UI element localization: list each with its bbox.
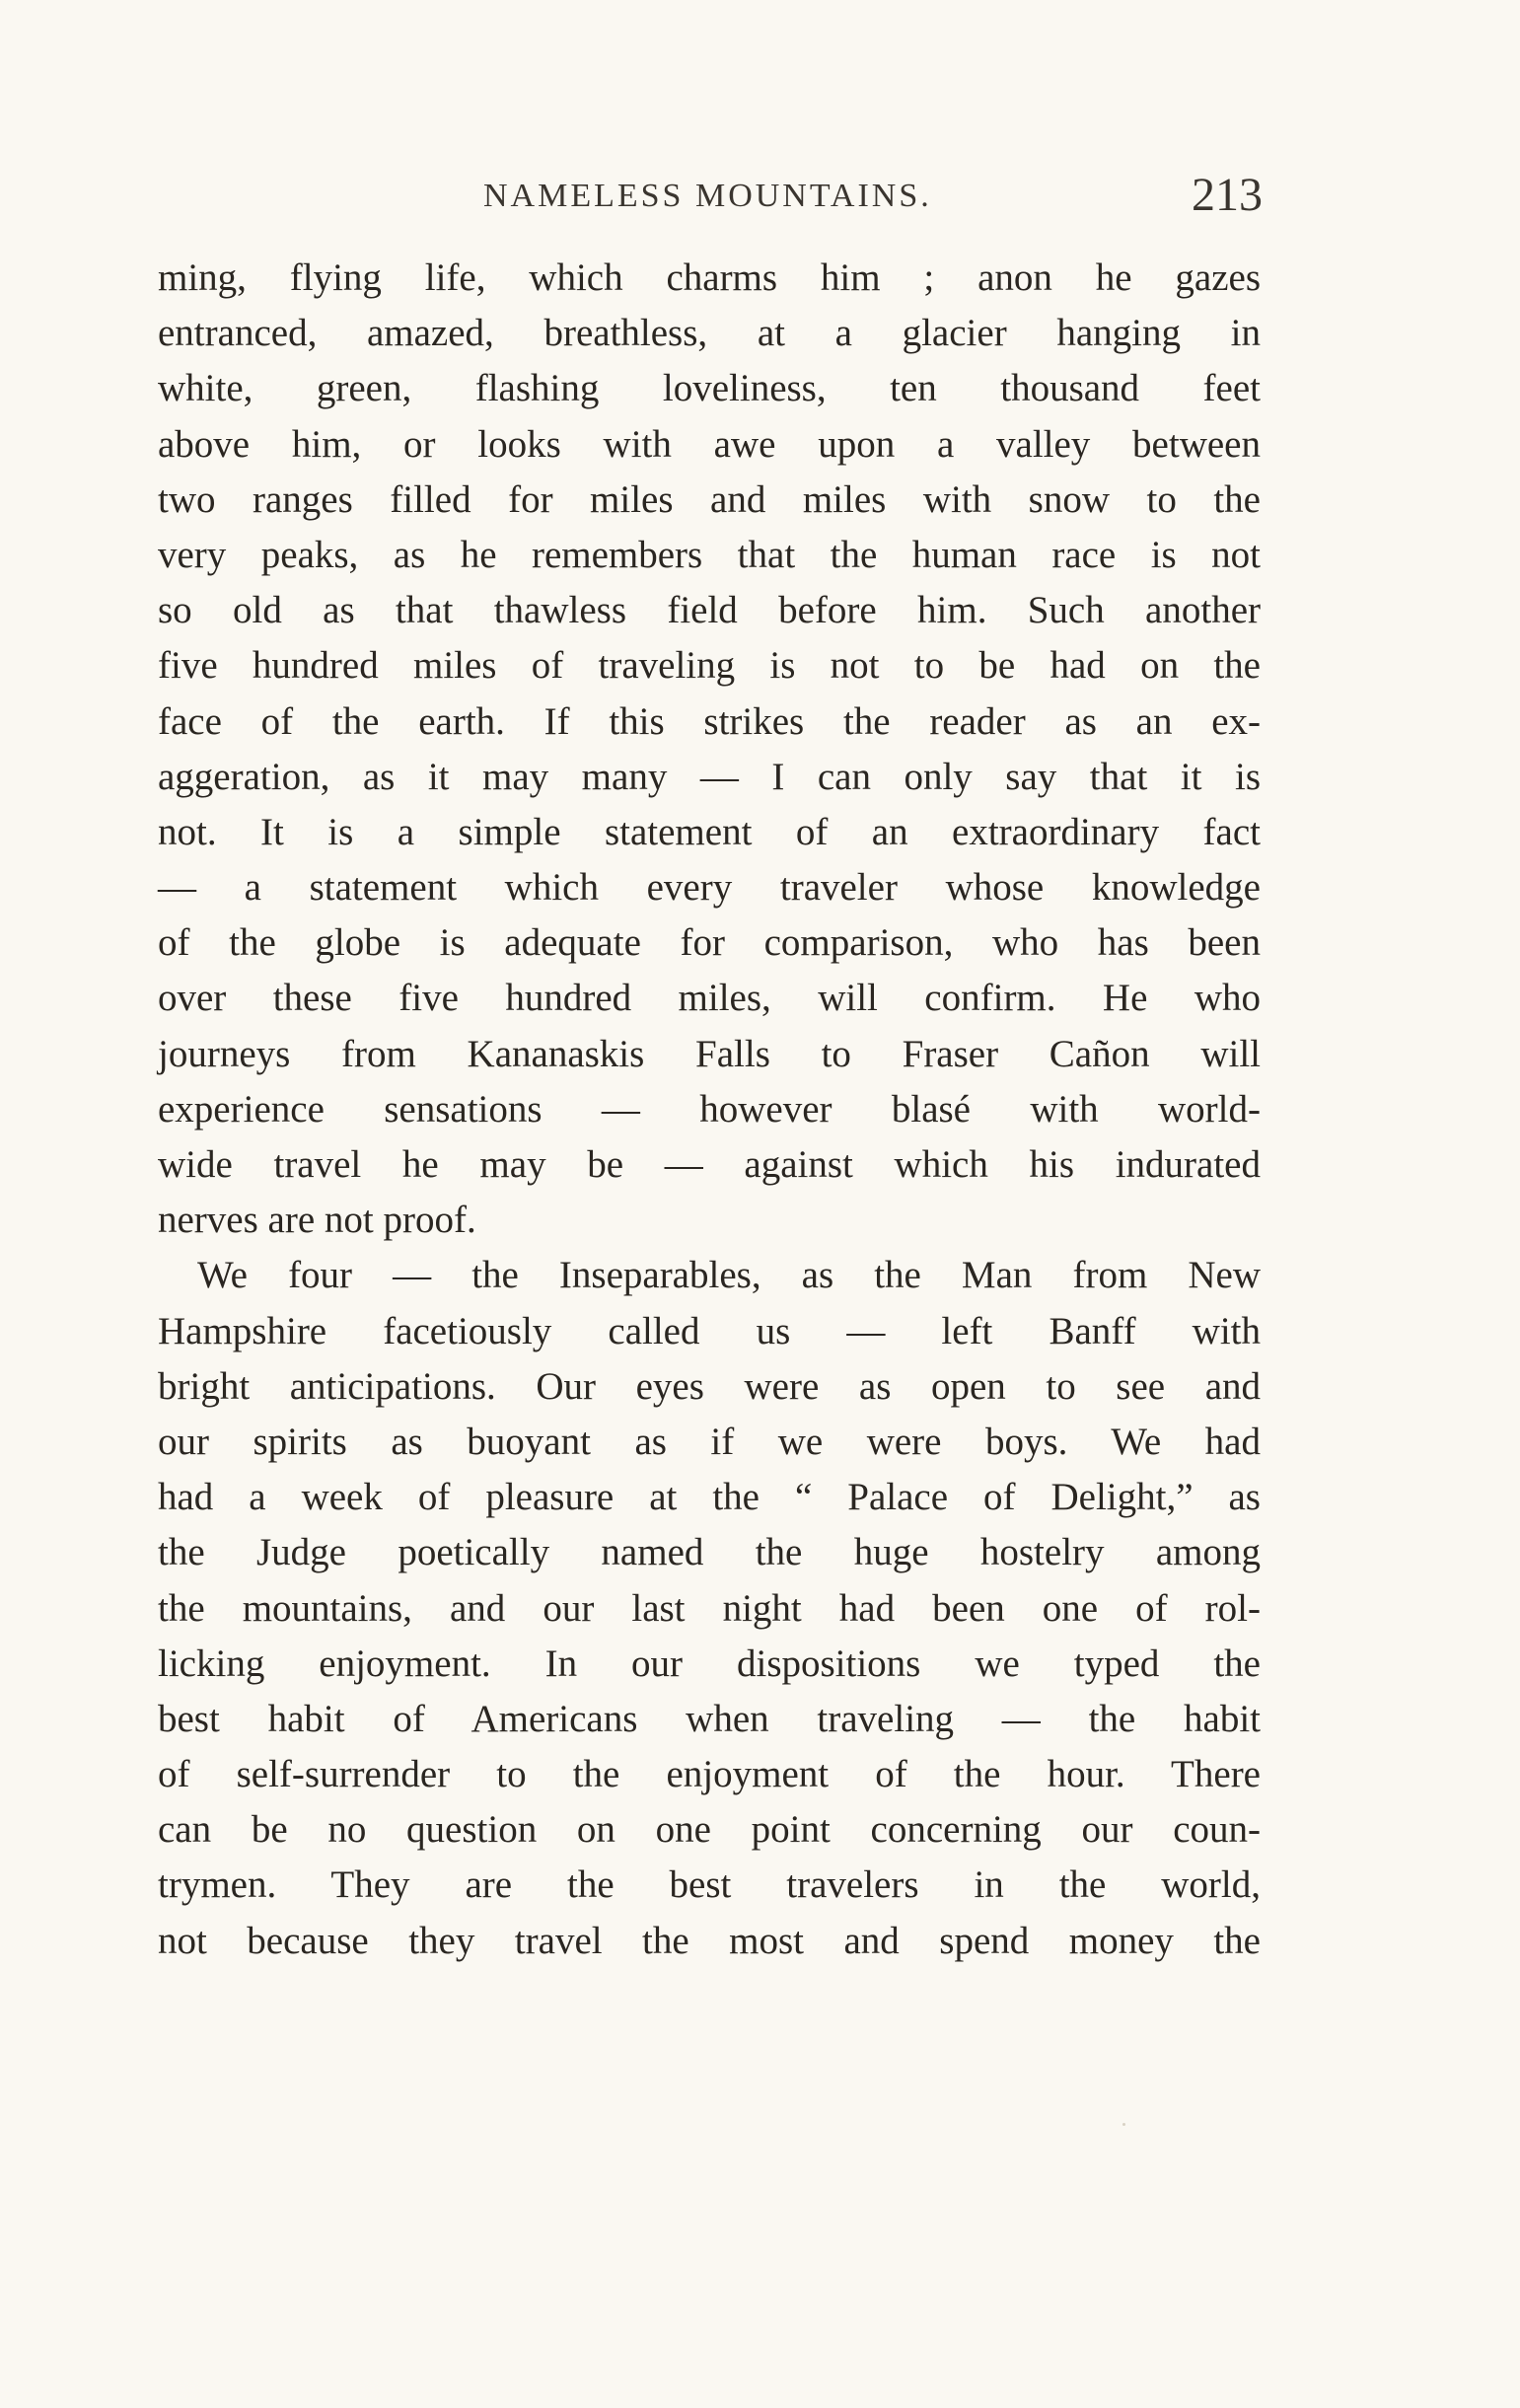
page-number: 213 xyxy=(1192,169,1263,221)
text-line: experience sensations — however blasé with world- xyxy=(158,1087,1261,1131)
text-line: wide travel he may be — against which his indurated xyxy=(158,1143,1261,1186)
text-line: not. It is a simple statement of an extraordinary fact xyxy=(158,810,1261,853)
text-line: trymen. They are the best travelers in the world, xyxy=(158,1863,1261,1907)
paper-speck xyxy=(1122,2123,1125,2126)
text-line: above him, or looks with awe upon a valley between xyxy=(158,422,1261,466)
text-line: our spirits as buoyant as if we were boys. We had xyxy=(158,1420,1261,1463)
text-line: over these five hundred miles, will confirm. He who xyxy=(158,977,1261,1020)
text-line: face of the earth. If this strikes the reader as an ex- xyxy=(158,699,1261,743)
body-text xyxy=(158,251,1261,1969)
text-line: of self-surrender to the enjoyment of the hour. There xyxy=(158,1753,1261,1796)
running-head xyxy=(158,169,1263,233)
paragraphs xyxy=(158,251,1261,1969)
text-line: licking enjoyment. In our dispositions we typed the xyxy=(158,1642,1261,1685)
running-title: NAMELESS MOUNTAINS. xyxy=(483,178,932,214)
text-line: five hundred miles of traveling is not to be had on the xyxy=(158,644,1261,688)
text-line: very peaks, as he remembers that the human race is not xyxy=(158,533,1261,576)
text-line: of the globe is adequate for comparison, who has been xyxy=(158,921,1261,965)
text-line: had a week of pleasure at the “ Palace of Delight,” as xyxy=(158,1476,1261,1519)
text-line: nerves are not proof. xyxy=(158,1199,476,1242)
text-line: We four — the Inseparables, as the Man from New xyxy=(197,1254,1261,1297)
text-line: not because they travel the most and spend money the xyxy=(158,1919,1261,1962)
text-line: bright anticipations. Our eyes were as open to see and xyxy=(158,1364,1261,1408)
text-line: journeys from Kananaskis Falls to Fraser Cañon will xyxy=(158,1032,1261,1075)
text-line: can be no question on one point concerning our coun- xyxy=(158,1808,1261,1852)
text-line: white, green, flashing loveliness, ten thousand feet xyxy=(158,367,1261,410)
text-line: — a statement which every traveler whose knowledge xyxy=(158,866,1261,910)
text-line: Hampshire facetiously called us — left Banff with xyxy=(158,1309,1261,1352)
text-line: ming, flying life, which charms him ; anon he gazes xyxy=(158,256,1261,299)
text-line: best habit of Americans when traveling — the habit xyxy=(158,1697,1261,1740)
text-line: entranced, amazed, breathless, at a glacier hanging in xyxy=(158,312,1261,355)
text-line: the mountains, and our last night had been one of rol- xyxy=(158,1586,1261,1630)
text-line: the Judge poetically named the huge hostelry among xyxy=(158,1531,1261,1574)
text-line: so old as that thawless field before him. Such another xyxy=(158,589,1261,632)
text-line: two ranges filled for miles and miles with snow to the xyxy=(158,477,1261,521)
text-line: aggeration, as it may many — I can only say that it is xyxy=(158,755,1261,798)
